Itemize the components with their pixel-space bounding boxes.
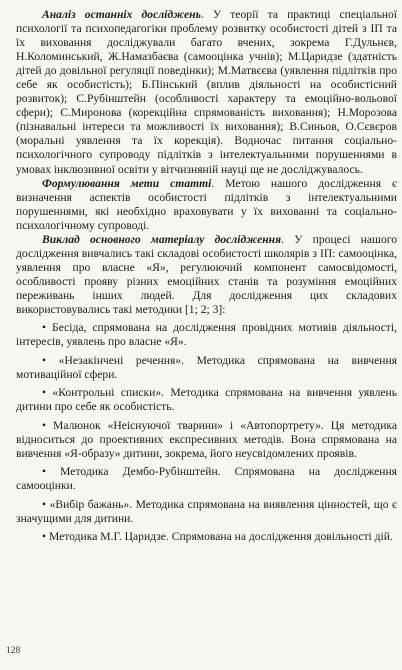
paragraph-heading: Виклад основного матеріалу дослідження	[42, 232, 282, 246]
page-body	[16, 8, 397, 544]
list-item: • «Вибір бажань». Методика спрямована на виявлення цінностей, що є значущими для дитини.	[16, 497, 397, 525]
list-item: • «Контрольні списки». Методика спрямована на вивчення уявлень дитини про себе як особистість.	[16, 386, 397, 414]
paragraph-goal: Формулювання мети статті. Метою нашого дослідження є визначення аспектів особистості підлітків з інтелектуальними порушеннями, які необхідно враховувати у їх вихованні та соціально-психологічному супроводі.	[16, 176, 397, 232]
list-item: • Методика М.Г. Царидзе. Спрямована на дослідження довільності дій.	[42, 530, 393, 544]
paragraph-heading: Аналіз останніх досліджень	[42, 8, 201, 21]
paragraph-text: У теорії та практиці спеціальної психології та психопедагогіки проблему розвитку особистості дітей з ІП та їх виховання досліджували багато вчених, зокрема Г.Дульнєв, Н.Коломинський, Ж.Намазбаєва (самооцінка учнів); М.Царидзе (здатність дітей до довільної регуляції поведінки); М.Матвєєва (уявлення підлітків про себе як особистість); Б.Пінський (вплив діяльності на особистісний розвиток); С.Рубінштейн (особливості характеру та емоційно-вольової сфери); С.Миронова (корекційна спрямованість виховання); Н.Морозова (пізнавальні інтереси та можливості їх виховання); В.Синьов, О.Сєвєров (моральні уявлення та їх корекція). Водночас питання соціально-психологічного супроводу підлітків з інтелектуальними порушеннями в умовах інклюзивної освіти у вітчизняній науці ще не досліджувалось.	[16, 8, 397, 176]
page-number: 128	[6, 646, 21, 656]
paragraph-main: Виклад основного матеріалу дослідження. У процесі нашого дослідження вивчались такі складові особистості школярів з ІП: самооцінка, уявлення про власне «Я», регулюючий компонент самосвідомості, особливості прояву різних емоційних станів та розуміння емоційних переживань інших людей. Для дослідження цих складових використовувались такі методики [1; 2; 3]:	[16, 232, 398, 316]
paragraph-text: Метою нашого дослідження є визначення аспектів особистості підлітків з інтелектуальними порушеннями, які необхідно враховувати у їх вихованні та соціально-психологічному супроводі.	[16, 176, 397, 232]
paragraph-analysis: Аналіз останніх досліджень. У теорії та практиці спеціальної психології та психопедагогіки проблему розвитку особистості дітей з ІП та їх виховання досліджували багато вчених, зокрема Г.Дульнєв, Н.Коломинський, Ж.Намазбаєва (самооцінка учнів); М.Царидзе (здатність дітей до довільної регуляції поведінки); М.Матвєєва (уявлення підлітків про себе як особистість); Б.Пінський (вплив діяльності на особистісний розвиток); С.Рубінштейн (особливості характеру та емоційно-вольової сфери); С.Миронова (корекційна спрямованість виховання); Н.Морозова (пізнавальні інтереси та можливості їх виховання); В.Синьов, О.Сєвєров (моральні уявлення та їх корекція). Водночас питання соціально-психологічного супроводу підлітків з інтелектуальними порушеннями в умовах інклюзивної освіти у вітчизняній науці ще не досліджувалось.	[16, 8, 397, 176]
list-item: • Малюнок «Неіснуючої тварини» і «Автопортрету». Ця методика відноситься до проективних експресивних методів. Вона спрямована на вивчення «Я-образу» дитини, зокрема, його неусвідомлених проявів.	[16, 418, 397, 460]
list-item: • Бесіда, спрямована на дослідження провідних мотивів діяльності, інтересів, уявлень про власне «Я».	[16, 321, 397, 349]
paragraph-heading: Формулювання мети статті	[42, 176, 212, 190]
list-item: • «Незакінчені речення». Методика спрямована на вивчення мотиваційної сфери.	[16, 353, 397, 381]
list-item: • Методика Дембо-Рубінштейн. Спрямована на дослідження самооцінки.	[16, 465, 397, 493]
paragraph-text: У процесі нашого дослідження вивчались такі складові особистості школярів з ІП: самооцінка, уявлення про власне «Я», регулюючий компонент самосвідомості, особливості прояву різних емоційних станів та розуміння емоційних переживань інших людей. Для дослідження цих складових використовувались такі методики [1; 2; 3]:	[16, 232, 398, 316]
